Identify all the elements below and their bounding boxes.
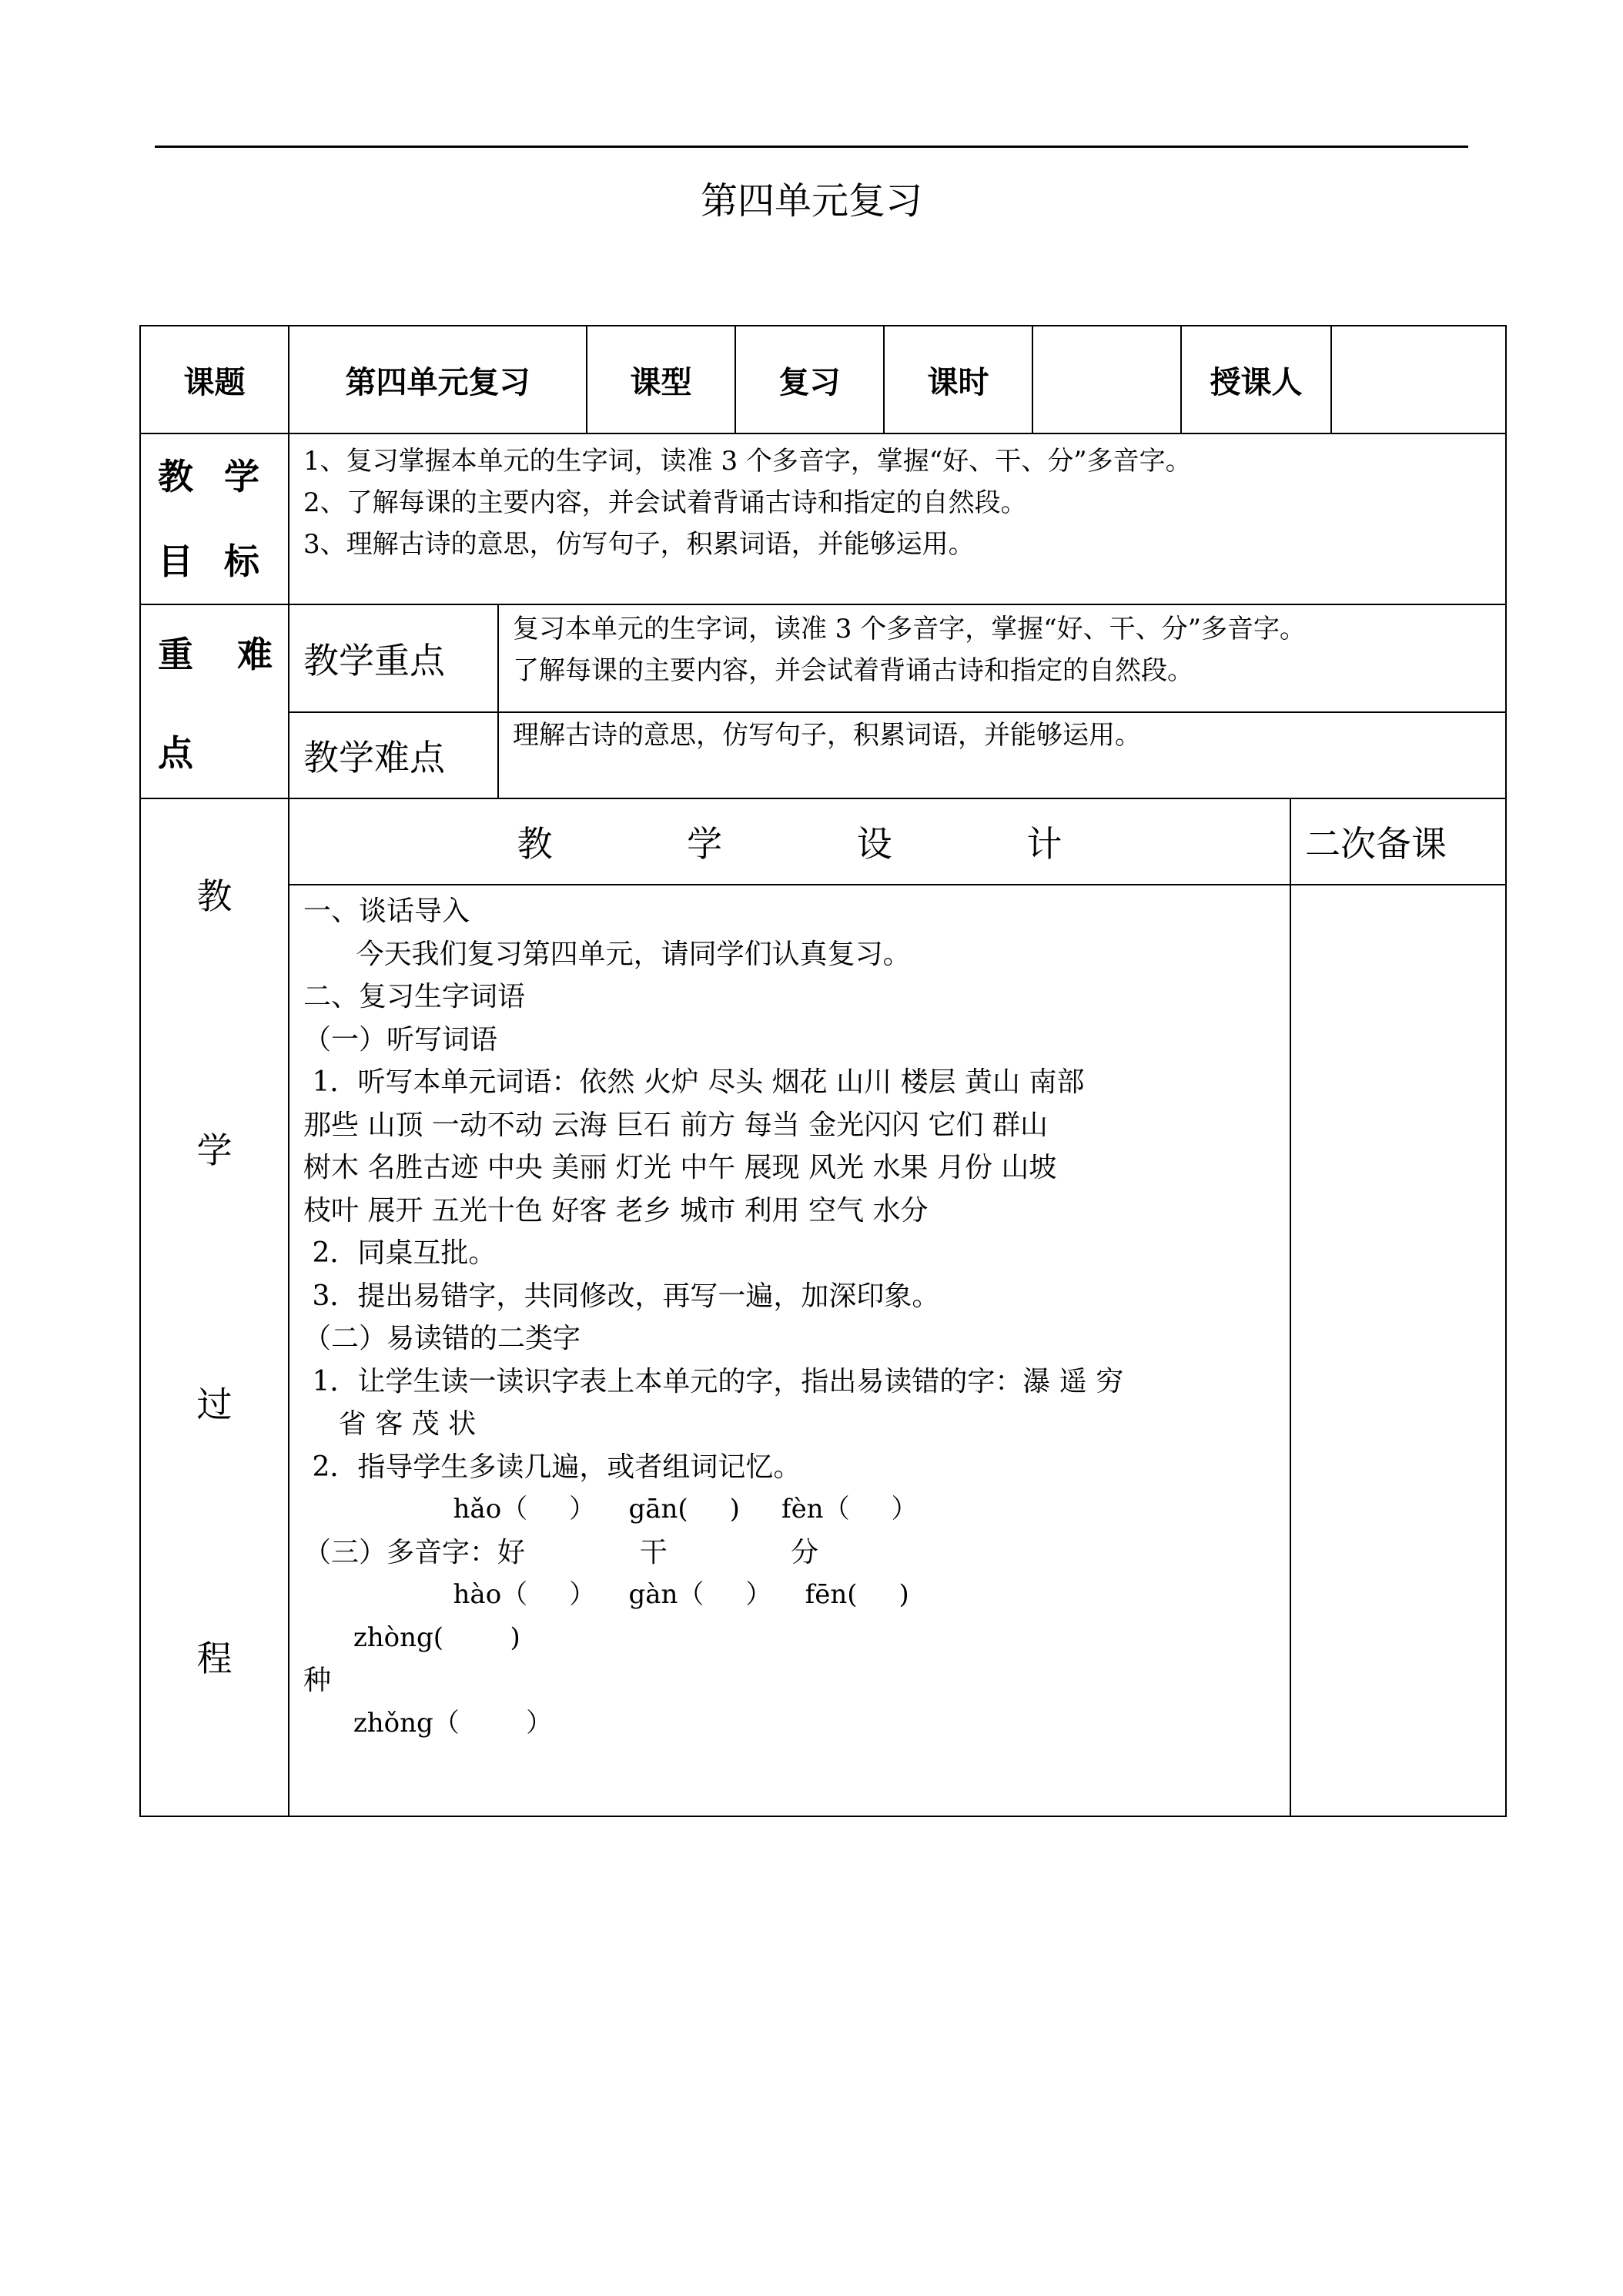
design-heading: 教 学 设 计	[289, 798, 1290, 885]
focus-text: 复习本单元的生字词，读准 3 个多音字，掌握“好、干、分”多音字。 了解每课的主要内容，并会试着背诵古诗和指定的自然段。	[498, 604, 1506, 712]
process-line: 省 客 茂 状	[303, 1408, 477, 1440]
process-line: （二）易读错的二类字	[303, 1323, 581, 1354]
process-label: 教 学 过 程	[140, 798, 289, 1816]
header-row	[140, 326, 1506, 433]
process-line: 2．指导学生多读几遍，或者组词记忆。	[303, 1451, 801, 1483]
process-line: 那些 山顶 一动不动 云海 巨石 前方 每当 金光闪闪 它们 群山	[303, 1109, 1048, 1141]
pinyin-line: hào（ ） gàn（ ） fēn( )	[303, 1579, 909, 1610]
objective-item: 3、理解古诗的意思，仿写句子，积累词语，并能够运用。	[303, 529, 975, 560]
key-points-label: 重 难 点	[140, 604, 289, 798]
difficulty-text: 理解古诗的意思，仿写句子，积累词语，并能够运用。	[498, 712, 1506, 798]
process-line: 2．同桌互批。	[303, 1237, 497, 1269]
process-line: （一）听写词语	[303, 1023, 498, 1056]
process-line: 1．让学生读一读识字表上本单元的字，指出易读错的字：瀑 遥 穷	[303, 1365, 1124, 1397]
objectives-list	[289, 433, 1506, 604]
process-line: 今天我们复习第四单元，请同学们认真复习。	[303, 938, 911, 970]
process-line: 3．提出易错字，共同修改，再写一遍，加深印象。	[303, 1280, 940, 1312]
polyphone-line: 种	[303, 1665, 332, 1696]
focus-label: 教学重点	[289, 604, 498, 712]
backup-heading: 二次备课	[1290, 798, 1506, 885]
objective-item: 2、了解每课的主要内容，并会试着背诵古诗和指定的自然段。	[303, 487, 1027, 518]
objectives-label: 教 学 目 标	[140, 433, 289, 604]
page-title: 第四单元复习	[700, 179, 922, 223]
objectives-row	[140, 433, 1506, 604]
pinyin-line: zhǒng（ ）	[303, 1707, 553, 1739]
polyphone-line: （三）多音字：好 干 分	[303, 1536, 818, 1568]
type-label: 课型	[587, 326, 735, 433]
topic-value: 第四单元复习	[289, 326, 587, 433]
lesson-plan-table	[139, 325, 1507, 1817]
process-line: 1．听写本单元词语：依然 火炉 尽头 烟花 山川 楼层 黄山 南部	[303, 1066, 1085, 1098]
hours-label: 课时	[884, 326, 1032, 433]
difficulty-label: 教学难点	[289, 712, 498, 798]
pinyin-line: zhòng( )	[303, 1622, 520, 1653]
topic-label: 课题	[140, 326, 289, 433]
difficulty-row	[140, 712, 1506, 798]
design-header-row	[140, 798, 1506, 885]
objective-item: 1、复习掌握本单元的生字词，读准 3 个多音字，掌握“好、干、分”多音字。	[303, 446, 1192, 477]
type-value: 复习	[735, 326, 884, 433]
process-line: 二、复习生字词语	[303, 981, 526, 1012]
process-content	[289, 885, 1290, 1816]
process-line: 一、谈话导入	[303, 895, 470, 927]
process-line: 枝叶 展开 五光十色 好客 老乡 城市 利用 空气 水分	[303, 1194, 929, 1227]
pinyin-line: hǎo（ ） gān( ) fèn（ ）	[303, 1494, 918, 1525]
teacher-value	[1331, 326, 1505, 433]
focus-row	[140, 604, 1506, 712]
hours-value	[1032, 326, 1181, 433]
backup-notes-cell	[1290, 885, 1506, 1816]
header-rule	[155, 146, 1468, 148]
teacher-label: 授课人	[1181, 326, 1331, 433]
process-line: 树木 名胜古迹 中央 美丽 灯光 中午 展现 风光 水果 月份 山坡	[303, 1152, 1057, 1183]
process-body-row	[140, 885, 1506, 1816]
